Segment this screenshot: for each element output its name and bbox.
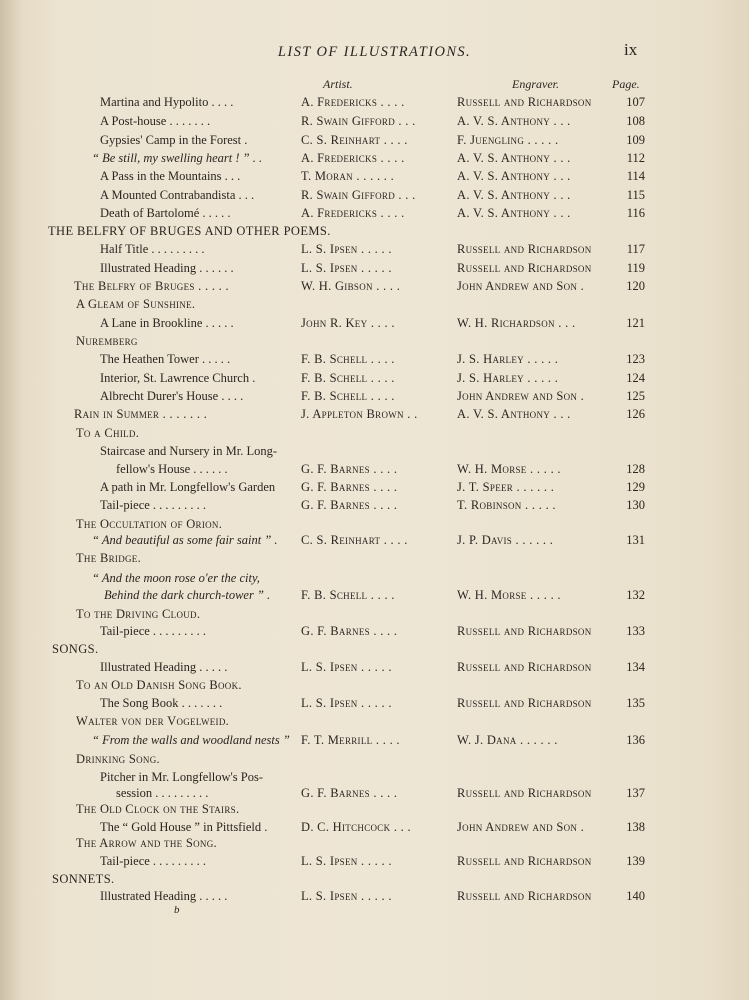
illustration-title: Rain in Summer . . . . . . . bbox=[74, 407, 208, 421]
list-item bbox=[0, 442, 749, 460]
engraver-name: W. H. Richardson . . . bbox=[457, 316, 576, 330]
illustration-title: “ From the walls and woodland nests ” bbox=[92, 733, 290, 747]
engraver-name: J. T. Speer . . . . . . bbox=[457, 480, 555, 494]
illustration-title: The “ Gold House ” in Pittsfield . bbox=[100, 820, 268, 834]
column-header-engraver: Engraver. bbox=[512, 77, 559, 91]
page-ref: 112 bbox=[626, 151, 645, 165]
artist-name: T. Moran . . . . . . bbox=[301, 169, 395, 183]
page-ref: 117 bbox=[626, 242, 645, 256]
list-item bbox=[0, 478, 749, 496]
poem-heading: To a Child. bbox=[76, 426, 140, 440]
illustration-title: Staircase and Nursery in Mr. Long- bbox=[100, 444, 278, 458]
engraver-name: A. V. S. Anthony . . . bbox=[457, 407, 571, 421]
list-item bbox=[0, 460, 749, 478]
list-item bbox=[0, 277, 749, 295]
illustration-title: The Song Book . . . . . . . bbox=[100, 696, 223, 710]
list-item bbox=[0, 658, 749, 676]
page-ref: 137 bbox=[626, 786, 645, 800]
list-item bbox=[0, 731, 749, 749]
list-item bbox=[0, 622, 749, 640]
artist-name: F. B. Schell . . . . bbox=[301, 588, 395, 602]
poem-heading: The Arrow and the Song. bbox=[76, 836, 217, 850]
list-item bbox=[0, 112, 749, 130]
page-ref: 131 bbox=[626, 533, 645, 547]
signature-mark: b bbox=[174, 904, 180, 916]
illustration-title: Albrecht Durer's House . . . . bbox=[100, 389, 244, 403]
poem-heading: To an Old Danish Song Book. bbox=[76, 678, 242, 692]
list-item bbox=[0, 369, 749, 387]
illustration-title: A Post-house . . . . . . . bbox=[100, 114, 211, 128]
list-item bbox=[0, 496, 749, 514]
poem-heading: Nuremberg bbox=[76, 334, 138, 348]
illustration-title: A Pass in the Mountains . . . bbox=[100, 169, 241, 183]
list-item bbox=[0, 259, 749, 277]
poem-heading: Drinking Song. bbox=[76, 752, 160, 766]
artist-name: John R. Key . . . . bbox=[301, 316, 395, 330]
list-item bbox=[0, 405, 749, 423]
page-ref: 132 bbox=[626, 588, 645, 602]
illustration-title: A path in Mr. Longfellow's Garden bbox=[100, 480, 276, 494]
list-item bbox=[0, 204, 749, 222]
engraver-name: John Andrew and Son . bbox=[457, 820, 585, 834]
page-ref: 135 bbox=[626, 696, 645, 710]
artist-name: J. Appleton Brown . . bbox=[301, 407, 418, 421]
artist-name: W. H. Gibson . . . . bbox=[301, 279, 401, 293]
engraver-name: J. S. Harley . . . . . bbox=[457, 352, 559, 366]
engraver-name: Russell and Richardson bbox=[457, 786, 592, 800]
illustration-title: Death of Bartolomé . . . . . bbox=[100, 206, 231, 220]
list-item bbox=[0, 131, 749, 149]
artist-name: D. C. Hitchcock . . . bbox=[301, 820, 411, 834]
engraver-name: Russell and Richardson bbox=[457, 854, 592, 868]
column-header-artist: Artist. bbox=[323, 77, 353, 91]
column-header-page: Page. bbox=[612, 77, 640, 91]
page-ref: 136 bbox=[626, 733, 645, 747]
page-number: ix bbox=[624, 40, 638, 59]
page-ref: 134 bbox=[626, 660, 645, 674]
artist-name: A. Fredericks . . . . bbox=[301, 95, 405, 109]
artist-name: L. S. Ipsen . . . . . bbox=[301, 242, 392, 256]
illustration-title: A Mounted Contrabandista . . . bbox=[100, 188, 255, 202]
page-ref: 128 bbox=[626, 462, 645, 476]
page-ref: 115 bbox=[626, 188, 645, 202]
engraver-name: Russell and Richardson bbox=[457, 696, 592, 710]
list-item bbox=[0, 531, 749, 549]
artist-name: G. F. Barnes . . . . bbox=[301, 624, 398, 638]
illustration-title: The Heathen Tower . . . . . bbox=[100, 352, 231, 366]
list-item bbox=[0, 887, 749, 905]
page-ref: 125 bbox=[626, 389, 645, 403]
page-ref: 129 bbox=[626, 480, 645, 494]
engraver-name: John Andrew and Son . bbox=[457, 279, 585, 293]
poem-heading: The Old Clock on the Stairs. bbox=[76, 802, 240, 816]
page-ref: 138 bbox=[626, 820, 645, 834]
illustration-title: “ And the moon rose o'er the city, bbox=[92, 571, 260, 585]
engraver-name: Russell and Richardson bbox=[457, 242, 592, 256]
list-item bbox=[0, 93, 749, 111]
illustration-title: Gypsies' Camp in the Forest . bbox=[100, 133, 248, 147]
list-item bbox=[0, 569, 749, 587]
section-heading: SONGS. bbox=[52, 642, 99, 656]
list-item bbox=[0, 350, 749, 368]
engraver-name: J. S. Harley . . . . . bbox=[457, 371, 559, 385]
artist-name: A. Fredericks . . . . bbox=[301, 151, 405, 165]
illustration-title: Illustrated Heading . . . . . bbox=[100, 889, 228, 903]
page-ref: 107 bbox=[626, 95, 645, 109]
engraver-name: A. V. S. Anthony . . . bbox=[457, 169, 571, 183]
artist-name: G. F. Barnes . . . . bbox=[301, 786, 398, 800]
illustration-title: Martina and Hypolito . . . . bbox=[100, 95, 234, 109]
artist-name: R. Swain Gifford . . . bbox=[301, 114, 416, 128]
page-ref: 126 bbox=[626, 407, 645, 421]
illustration-title: “ And beautiful as some fair saint ” . bbox=[92, 533, 278, 547]
list-item bbox=[0, 586, 749, 604]
engraver-name: Russell and Richardson bbox=[457, 889, 592, 903]
illustration-title: fellow's House . . . . . . bbox=[116, 462, 228, 476]
artist-name: C. S. Reinhart . . . . bbox=[301, 533, 408, 547]
section-heading: THE BELFRY OF BRUGES AND OTHER POEMS. bbox=[48, 224, 331, 238]
artist-name: L. S. Ipsen . . . . . bbox=[301, 660, 392, 674]
engraver-name: W. J. Dana . . . . . . bbox=[457, 733, 558, 747]
engraver-name: A. V. S. Anthony . . . bbox=[457, 151, 571, 165]
page-title: LIST OF ILLUSTRATIONS. bbox=[277, 44, 472, 60]
poem-heading: The Occultation of Orion. bbox=[76, 517, 223, 531]
poem-heading: The Bridge. bbox=[76, 551, 142, 565]
illustration-title: The Belfry of Bruges . . . . . bbox=[74, 279, 229, 293]
engraver-name: A. V. S. Anthony . . . bbox=[457, 114, 571, 128]
artist-name: G. F. Barnes . . . . bbox=[301, 462, 398, 476]
engraver-name: W. H. Morse . . . . . bbox=[457, 462, 561, 476]
illustration-title: Half Title . . . . . . . . . bbox=[100, 242, 205, 256]
page-ref: 120 bbox=[626, 279, 645, 293]
illustration-title: Interior, St. Lawrence Church . bbox=[100, 371, 256, 385]
illustration-title: session . . . . . . . . . bbox=[116, 786, 209, 800]
list-item bbox=[0, 852, 749, 870]
page-ref: 124 bbox=[626, 371, 645, 385]
artist-name: G. F. Barnes . . . . bbox=[301, 480, 398, 494]
page-ref: 130 bbox=[626, 498, 645, 512]
engraver-name: A. V. S. Anthony . . . bbox=[457, 188, 571, 202]
list-item bbox=[0, 167, 749, 185]
page-ref: 123 bbox=[626, 352, 645, 366]
engraver-name: Russell and Richardson bbox=[457, 95, 592, 109]
page-ref: 114 bbox=[626, 169, 645, 183]
engraver-name: Russell and Richardson bbox=[457, 624, 592, 638]
list-item bbox=[0, 240, 749, 258]
page-ref: 140 bbox=[626, 889, 645, 903]
artist-name: L. S. Ipsen . . . . . bbox=[301, 889, 392, 903]
page-ref: 139 bbox=[626, 854, 645, 868]
artist-name: G. F. Barnes . . . . bbox=[301, 498, 398, 512]
list-item bbox=[0, 314, 749, 332]
illustration-title: A Lane in Brookline . . . . . bbox=[100, 316, 234, 330]
illustration-title: Illustrated Heading . . . . . bbox=[100, 660, 228, 674]
illustration-title: Tail-piece . . . . . . . . . bbox=[100, 854, 207, 868]
artist-name: L. S. Ipsen . . . . . bbox=[301, 854, 392, 868]
artist-name: F. B. Schell . . . . bbox=[301, 371, 395, 385]
engraver-name: Russell and Richardson bbox=[457, 660, 592, 674]
page-ref: 108 bbox=[626, 114, 645, 128]
artist-name: F. T. Merrill . . . . bbox=[301, 733, 400, 747]
page-ref: 121 bbox=[626, 316, 645, 330]
artist-name: L. S. Ipsen . . . . . bbox=[301, 696, 392, 710]
illustration-title: Behind the dark church-tower ” . bbox=[104, 588, 271, 602]
engraver-name: A. V. S. Anthony . . . bbox=[457, 206, 571, 220]
list-item bbox=[0, 186, 749, 204]
illustration-title: Tail-piece . . . . . . . . . bbox=[100, 624, 207, 638]
section-heading: SONNETS. bbox=[52, 872, 115, 886]
engraver-name: T. Robinson . . . . . bbox=[457, 498, 556, 512]
illustration-title: Pitcher in Mr. Longfellow's Pos- bbox=[100, 770, 264, 784]
list-item bbox=[0, 149, 749, 167]
poem-heading: To the Driving Cloud. bbox=[76, 607, 201, 621]
list-item bbox=[0, 387, 749, 405]
page-ref: 119 bbox=[626, 261, 645, 275]
list-item bbox=[0, 694, 749, 712]
engraver-name: John Andrew and Son . bbox=[457, 389, 585, 403]
artist-name: L. S. Ipsen . . . . . bbox=[301, 261, 392, 275]
page-ref: 116 bbox=[626, 206, 645, 220]
page-ref: 133 bbox=[626, 624, 645, 638]
poem-heading: A Gleam of Sunshine. bbox=[76, 297, 196, 311]
poem-heading: Walter von der Vogelweid. bbox=[76, 714, 230, 728]
illustration-title: Illustrated Heading . . . . . . bbox=[100, 261, 234, 275]
artist-name: C. S. Reinhart . . . . bbox=[301, 133, 408, 147]
illustration-title: Tail-piece . . . . . . . . . bbox=[100, 498, 207, 512]
page-ref: 109 bbox=[626, 133, 645, 147]
illustration-title: “ Be still, my swelling heart ! ” . . bbox=[92, 151, 263, 165]
artist-name: R. Swain Gifford . . . bbox=[301, 188, 416, 202]
engraver-name: Russell and Richardson bbox=[457, 261, 592, 275]
engraver-name: F. Juengling . . . . . bbox=[457, 133, 559, 147]
artist-name: F. B. Schell . . . . bbox=[301, 389, 395, 403]
engraver-name: W. H. Morse . . . . . bbox=[457, 588, 561, 602]
artist-name: F. B. Schell . . . . bbox=[301, 352, 395, 366]
artist-name: A. Fredericks . . . . bbox=[301, 206, 405, 220]
engraver-name: J. P. Davis . . . . . . bbox=[457, 533, 554, 547]
